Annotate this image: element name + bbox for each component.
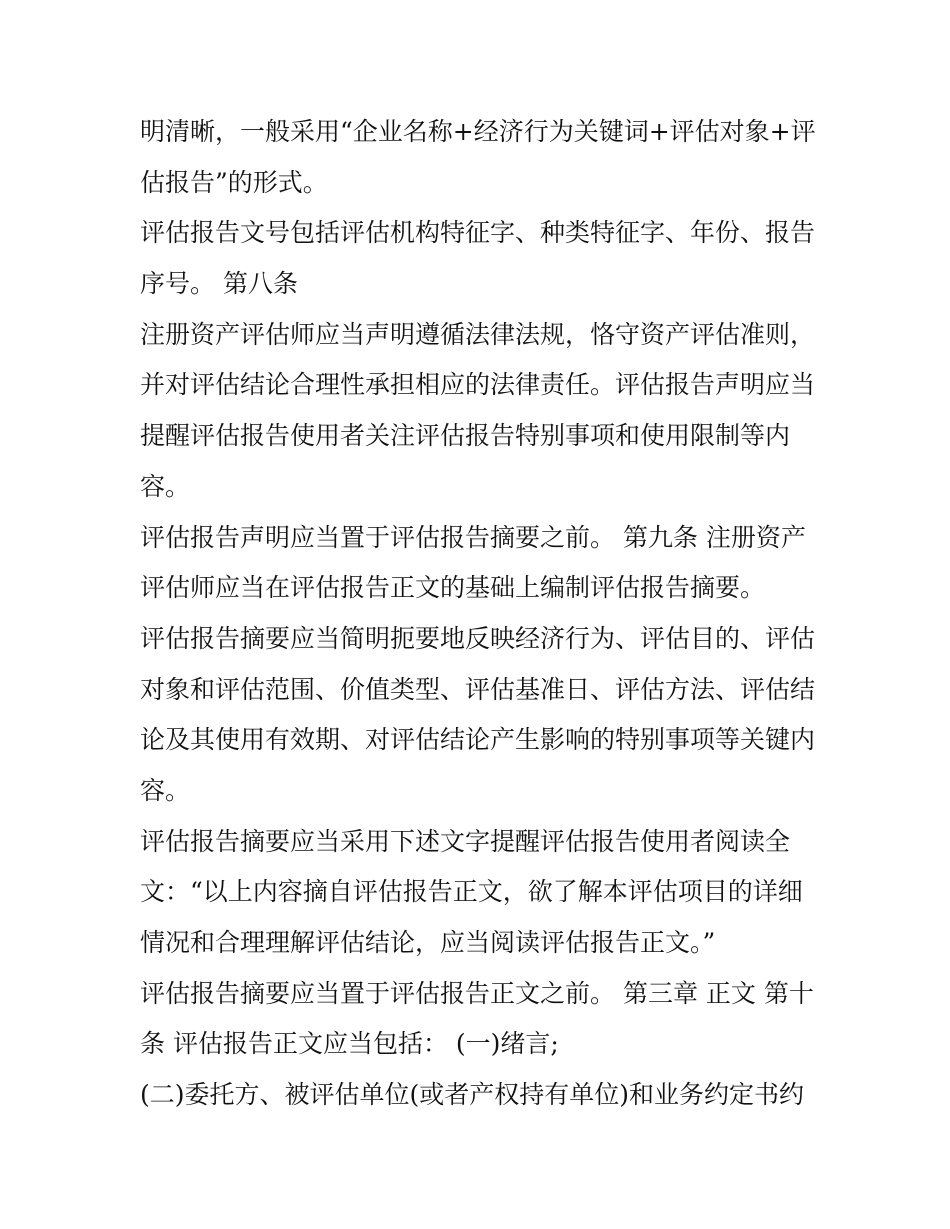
text-line: 文：“以上内容摘自评估报告正文，欲了解本评估项目的详细 [140, 877, 803, 907]
text-line: (二)委托方、被评估单位(或者产权持有单位)和业务约定书约 [140, 1080, 805, 1110]
text-line: 注册资产评估师应当声明遵循法律法规，恪守资产评估准则， [140, 319, 816, 349]
text-line: 评估报告摘要应当置于评估报告正文之前。 第三章 正文 第十 [140, 978, 814, 1008]
text-line: 容。 [140, 471, 191, 501]
text-line: 评估报告摘要应当简明扼要地反映经济行为、评估目的、评估 [140, 623, 816, 653]
text-line: 条 评估报告正文应当包括： (一)绪言; [140, 1029, 559, 1059]
text-line: 并对评估结论合理性承担相应的法律责任。评估报告声明应当 [140, 370, 816, 400]
text-line: 明清晰，一般采用“企业名称+经济行为关键词+评估对象+评 [140, 117, 816, 146]
text-line: 情况和合理理解评估结论，应当阅读评估报告正文。” [140, 928, 716, 957]
text-line: 序号。 第八条 [140, 269, 298, 299]
text-line: 评估师应当在评估报告正文的基础上编制评估报告摘要。 [140, 573, 766, 603]
text-line: 评估报告摘要应当采用下述文字提醒评估报告使用者阅读全 [140, 826, 791, 856]
text-line: 对象和评估范围、价值类型、评估基准日、评估方法、评估结 [140, 674, 816, 704]
text-line: 提醒评估报告使用者关注评估报告特别事项和使用限制等内 [140, 421, 791, 451]
text-line: 论及其使用有效期、对评估结论产生影响的特别事项等关键内 [140, 725, 816, 755]
text-line: 估报告”的形式。 [140, 167, 328, 197]
text-line: 评估报告文号包括评估机构特征字、种类特征字、年份、报告 [140, 218, 816, 248]
text-line: 评估报告声明应当置于评估报告摘要之前。 第九条 注册资产 [140, 522, 806, 552]
document-body [140, 107, 820, 1121]
text-line: 容。 [140, 775, 191, 805]
